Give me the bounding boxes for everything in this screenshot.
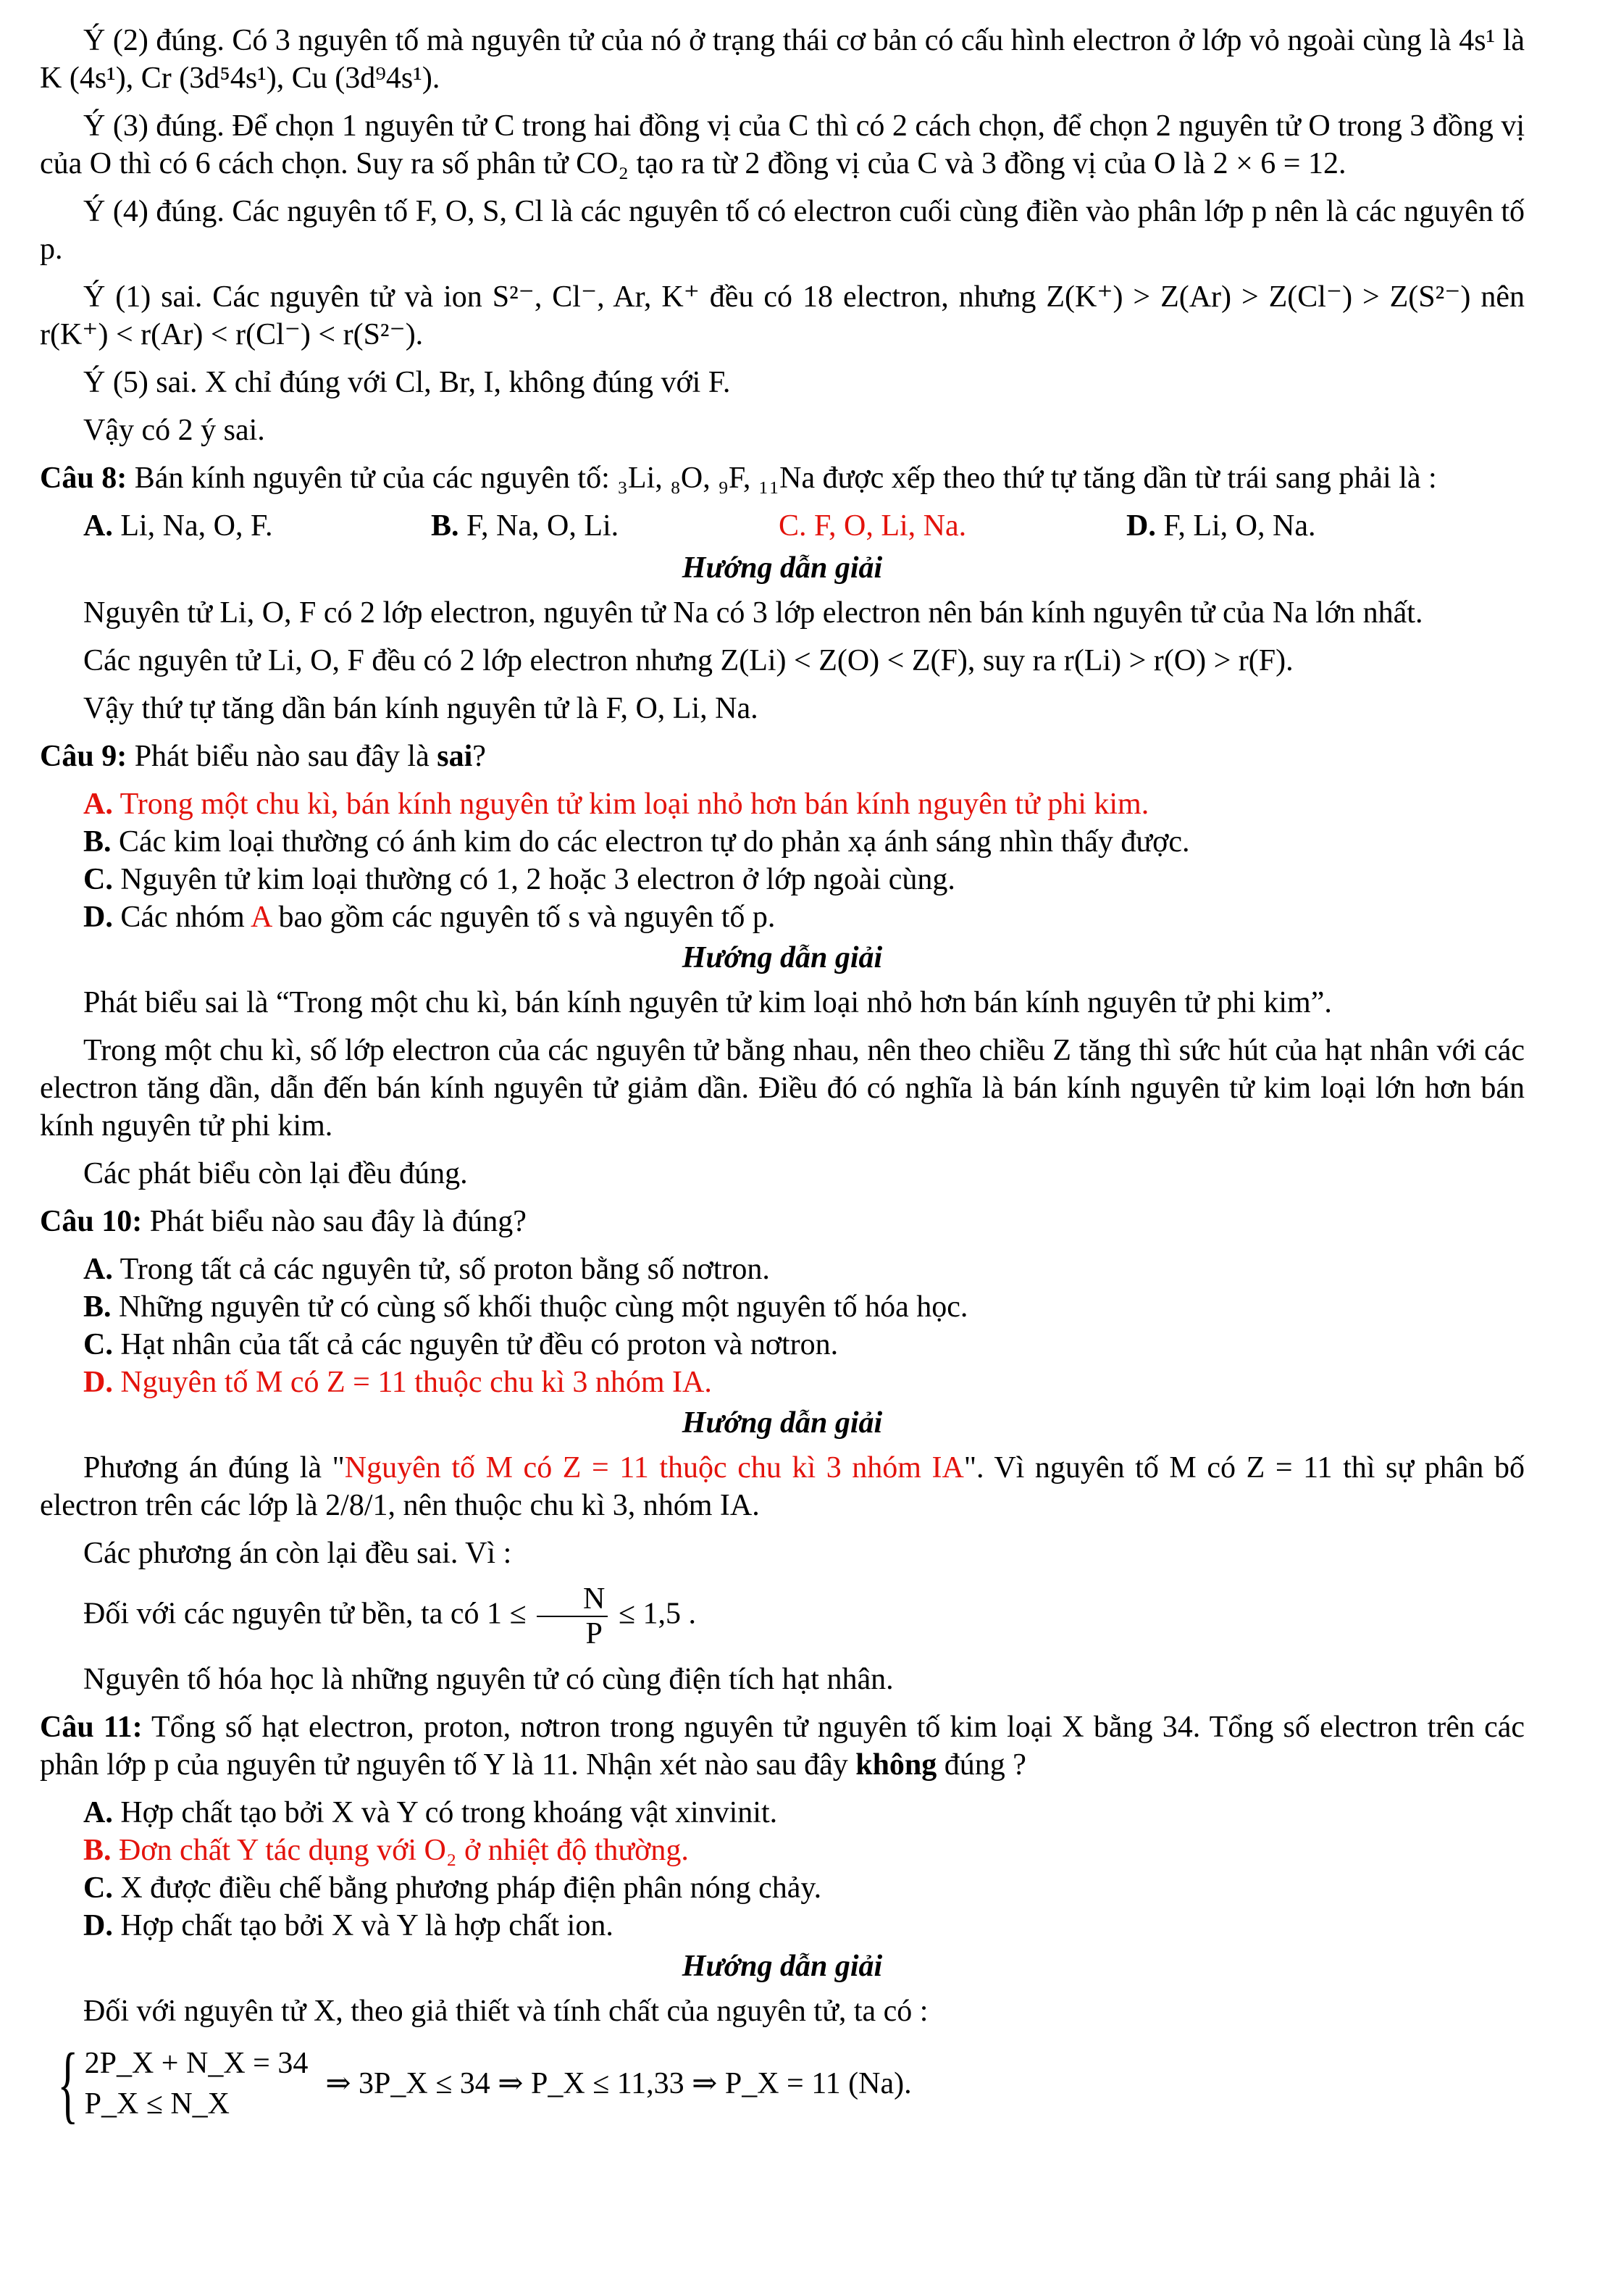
option-text: X được điều chế bằng phương pháp điện phân nóng chảy. [120,1871,822,1905]
guide-paragraph-fraction [40,1582,1525,1650]
option-letter: D. [83,901,113,934]
option-text: Li, Na, O, F. [120,509,273,543]
question-8-options [40,507,1525,545]
question-9-text: Phát biểu nào sau đây là [134,740,430,773]
option-letter: B. [83,825,112,859]
explanation-y3: Ý (3) đúng. Để chọn 1 nguyên tử C trong hai đồng vị của C thì có 2 cách chọn, để chọn 2 nguyên tử O trong 3 đồng vị của O thì có 6 cách chọn. Suy ra số phân tử CO₂ tạo ra từ 2 đồng vị của C và 3 đồng vị của O là 2 × 6 = 12. [40,109,1525,180]
guide-paragraph: Vậy thứ tự tăng dần bán kính nguyên tử là F, O, Li, Na. [83,692,758,725]
equation-result: ⇒ 3P_X ≤ 34 ⇒ P_X ≤ 11,33 ⇒ P_X = 11 (Na). [325,2067,912,2100]
option-letter: C. [83,1328,113,1361]
option-b[interactable] [40,823,1525,861]
equation-lines [85,2043,309,2124]
option-b-correct[interactable] [40,1832,1525,1869]
guide-paragraph: Các phương án còn lại đều sai. Vì : [83,1537,512,1570]
option-text: Hạt nhân của tất cả các nguyên tử đều có proton và nơtron. [120,1328,839,1361]
option-text: Nguyên tố M có Z = 11 thuộc chu kì 3 nhóm IA. [120,1366,712,1399]
option-highlight: A [251,901,272,934]
option-text: Trong tất cả các nguyên tử, số proton bằng số nơtron. [120,1253,770,1286]
option-letter: C. [83,1871,113,1905]
equation-system [40,2035,912,2132]
explanation-y1: Ý (1) sai. Các nguyên tử và ion S²⁻, Cl⁻, Ar, K⁺ đều có 18 electron, nhưng Z(K⁺) > Z(Ar) > Z(Cl⁻) > Z(S²⁻) nên r(K⁺) < r(Ar) < r(Cl⁻) < r(S²⁻). [40,280,1525,351]
option-text: F, O, Li, Na. [814,509,967,543]
option-text: Các nhóm [120,901,245,934]
question-11-label: Câu 11: [40,1711,143,1744]
option-letter: A. [83,509,113,543]
option-letter: B. [83,1834,112,1867]
brace-icon: { [57,2035,79,2132]
option-text: bao gồm các nguyên tố s và nguyên tố p. [278,901,776,934]
guide-title: Hướng dẫn giải [682,1406,883,1440]
option-text: F, Na, O, Li. [466,509,619,543]
option-letter: D. [83,1366,113,1399]
fraction-numerator: N [537,1582,608,1617]
equation-line: P_X ≤ N_X [84,2087,230,2121]
option-text: Những nguyên tử có cùng số khối thuộc cùng một nguyên tố hóa học. [119,1290,968,1324]
option-c[interactable] [40,1869,1525,1907]
option-text: F, Li, O, Na. [1163,509,1316,543]
question-9-end: ? [472,740,486,773]
option-text: Các kim loại thường có ánh kim do các electron tự do phản xạ ánh sáng nhìn thấy được. [119,825,1190,859]
option-b[interactable] [431,507,779,545]
option-b[interactable] [40,1288,1525,1326]
guide-paragraph: Trong một chu kì, số lớp electron của các nguyên tử bằng nhau, nên theo chiều Z tăng thì sức hút của hạt nhân với các electron tăng dần, dẫn đến bán kính nguyên tử giảm dần. Điều đó có nghĩa là bán kính nguyên tử kim loại lớn hơn bán kính nguyên tử phi kim. [40,1034,1525,1143]
guide-text: Phương án đúng là " [83,1451,345,1485]
fraction-denominator: P [585,1617,603,1650]
question-9-label: Câu 9: [40,740,127,773]
option-a-correct[interactable] [40,785,1525,823]
explanation-summary: Vậy có 2 ý sai. [83,414,265,447]
guide-paragraph [40,1449,1525,1524]
question-11-emphasis: không [855,1748,937,1782]
option-text: Hợp chất tạo bởi X và Y là hợp chất ion. [120,1909,613,1942]
option-text: Đơn chất Y tác dụng với O₂ ở nhiệt độ thường. [119,1834,689,1867]
option-letter: A. [83,1253,113,1286]
option-a[interactable] [83,507,431,545]
question-8 [40,459,1525,497]
guide-title: Hướng dẫn giải [682,551,883,585]
guide-paragraph: Phát biểu sai là “Trong một chu kì, bán kính nguyên tử kim loại nhỏ hơn bán kính nguyên tử phi kim”. [83,986,1332,1019]
question-11 [40,1708,1525,1784]
option-d[interactable] [40,898,1525,936]
option-c-correct[interactable] [779,507,1126,545]
question-10 [40,1203,1525,1240]
fraction-rhs: ≤ 1,5 . [618,1597,696,1631]
question-10-label: Câu 10: [40,1205,143,1238]
guide-paragraph: Nguyên tố hóa học là những nguyên tử có cùng điện tích hạt nhân. [83,1663,894,1696]
option-letter: D. [1126,509,1156,543]
explanation-y4: Ý (4) đúng. Các nguyên tố F, O, S, Cl là các nguyên tố có electron cuối cùng điền vào phân lớp p nên là các nguyên tố p. [40,195,1525,266]
option-letter: C. [779,509,807,543]
option-text: Trong một chu kì, bán kính nguyên tử kim loại nhỏ hơn bán kính nguyên tử phi kim. [120,788,1149,821]
option-d[interactable] [40,1907,1525,1945]
option-d-correct[interactable] [40,1364,1525,1401]
option-letter: B. [431,509,459,543]
guide-highlight: Nguyên tố M có Z = 11 thuộc chu kì 3 nhóm IA [344,1451,964,1485]
option-d[interactable] [1126,507,1474,545]
question-10-text: Phát biểu nào sau đây là đúng? [149,1205,527,1238]
guide-title: Hướng dẫn giải [682,941,883,974]
question-8-text: Bán kính nguyên tử của các nguyên tố: ₃Li, ₈O, ₉F, ₁₁Na được xếp theo thứ tự tăng dần từ trái sang phải là : [134,462,1437,495]
option-a[interactable] [40,1251,1525,1288]
fraction [537,1582,608,1650]
explanation-y5: Ý (5) sai. X chỉ đúng với Cl, Br, I, không đúng với F. [83,366,731,399]
option-letter: A. [83,788,113,821]
guide-paragraph: Đối với nguyên tử X, theo giả thiết và tính chất của nguyên tử, ta có : [83,1995,929,2028]
question-11-text: Tổng số hạt electron, proton, nơtron trong nguyên tử nguyên tố kim loại X bằng 34. Tổng số electron trên các phân lớp p của nguyên tử nguyên tố Y là 11. Nhận xét nào sau đây [40,1711,1525,1782]
option-text: Hợp chất tạo bởi X và Y có trong khoáng vật xinvinit. [120,1796,778,1829]
explanation-y2: Ý (2) đúng. Có 3 nguyên tố mà nguyên tử của nó ở trạng thái cơ bản có cấu hình electron ở lớp vỏ ngoài cùng là 4s¹ là K (4s¹), Cr (3d⁵4s¹), Cu (3d⁹4s¹). [40,24,1525,95]
question-11-end: đúng ? [944,1748,1026,1782]
option-c[interactable] [40,861,1525,898]
fraction-lhs: 1 ≤ [486,1597,527,1631]
question-9 [40,738,1525,775]
guide-paragraph: Nguyên tử Li, O, F có 2 lớp electron, nguyên tử Na có 3 lớp electron nên bán kính nguyên tử của Na lớn nhất. [83,596,1423,630]
guide-text: ". Vì nguyên tố M có Z = 11 thì sự phân bố electron trên các lớp là 2/8/1, nên thuộc chu kì 3, nhóm IA. [40,1451,1525,1522]
option-text: Nguyên tử kim loại thường có 1, 2 hoặc 3 electron ở lớp ngoài cùng. [120,863,955,896]
guide-title: Hướng dẫn giải [682,1950,883,1983]
question-8-label: Câu 8: [40,462,127,495]
guide-paragraph: Các nguyên tử Li, O, F đều có 2 lớp electron nhưng Z(Li) < Z(O) < Z(F), suy ra r(Li) > r(O) > r(F). [83,644,1294,677]
option-a[interactable] [40,1794,1525,1832]
option-c[interactable] [40,1326,1525,1364]
option-letter: B. [83,1290,112,1324]
option-letter: C. [83,863,113,896]
question-9-emphasis: sai [437,740,473,773]
equation-line: 2P_X + N_X = 34 [84,2047,309,2080]
document-page [40,22,1525,2132]
option-letter: D. [83,1909,113,1942]
option-letter: A. [83,1796,113,1829]
guide-text: Đối với các nguyên tử bền, ta có [83,1597,479,1631]
guide-paragraph: Các phát biểu còn lại đều đúng. [83,1157,468,1190]
